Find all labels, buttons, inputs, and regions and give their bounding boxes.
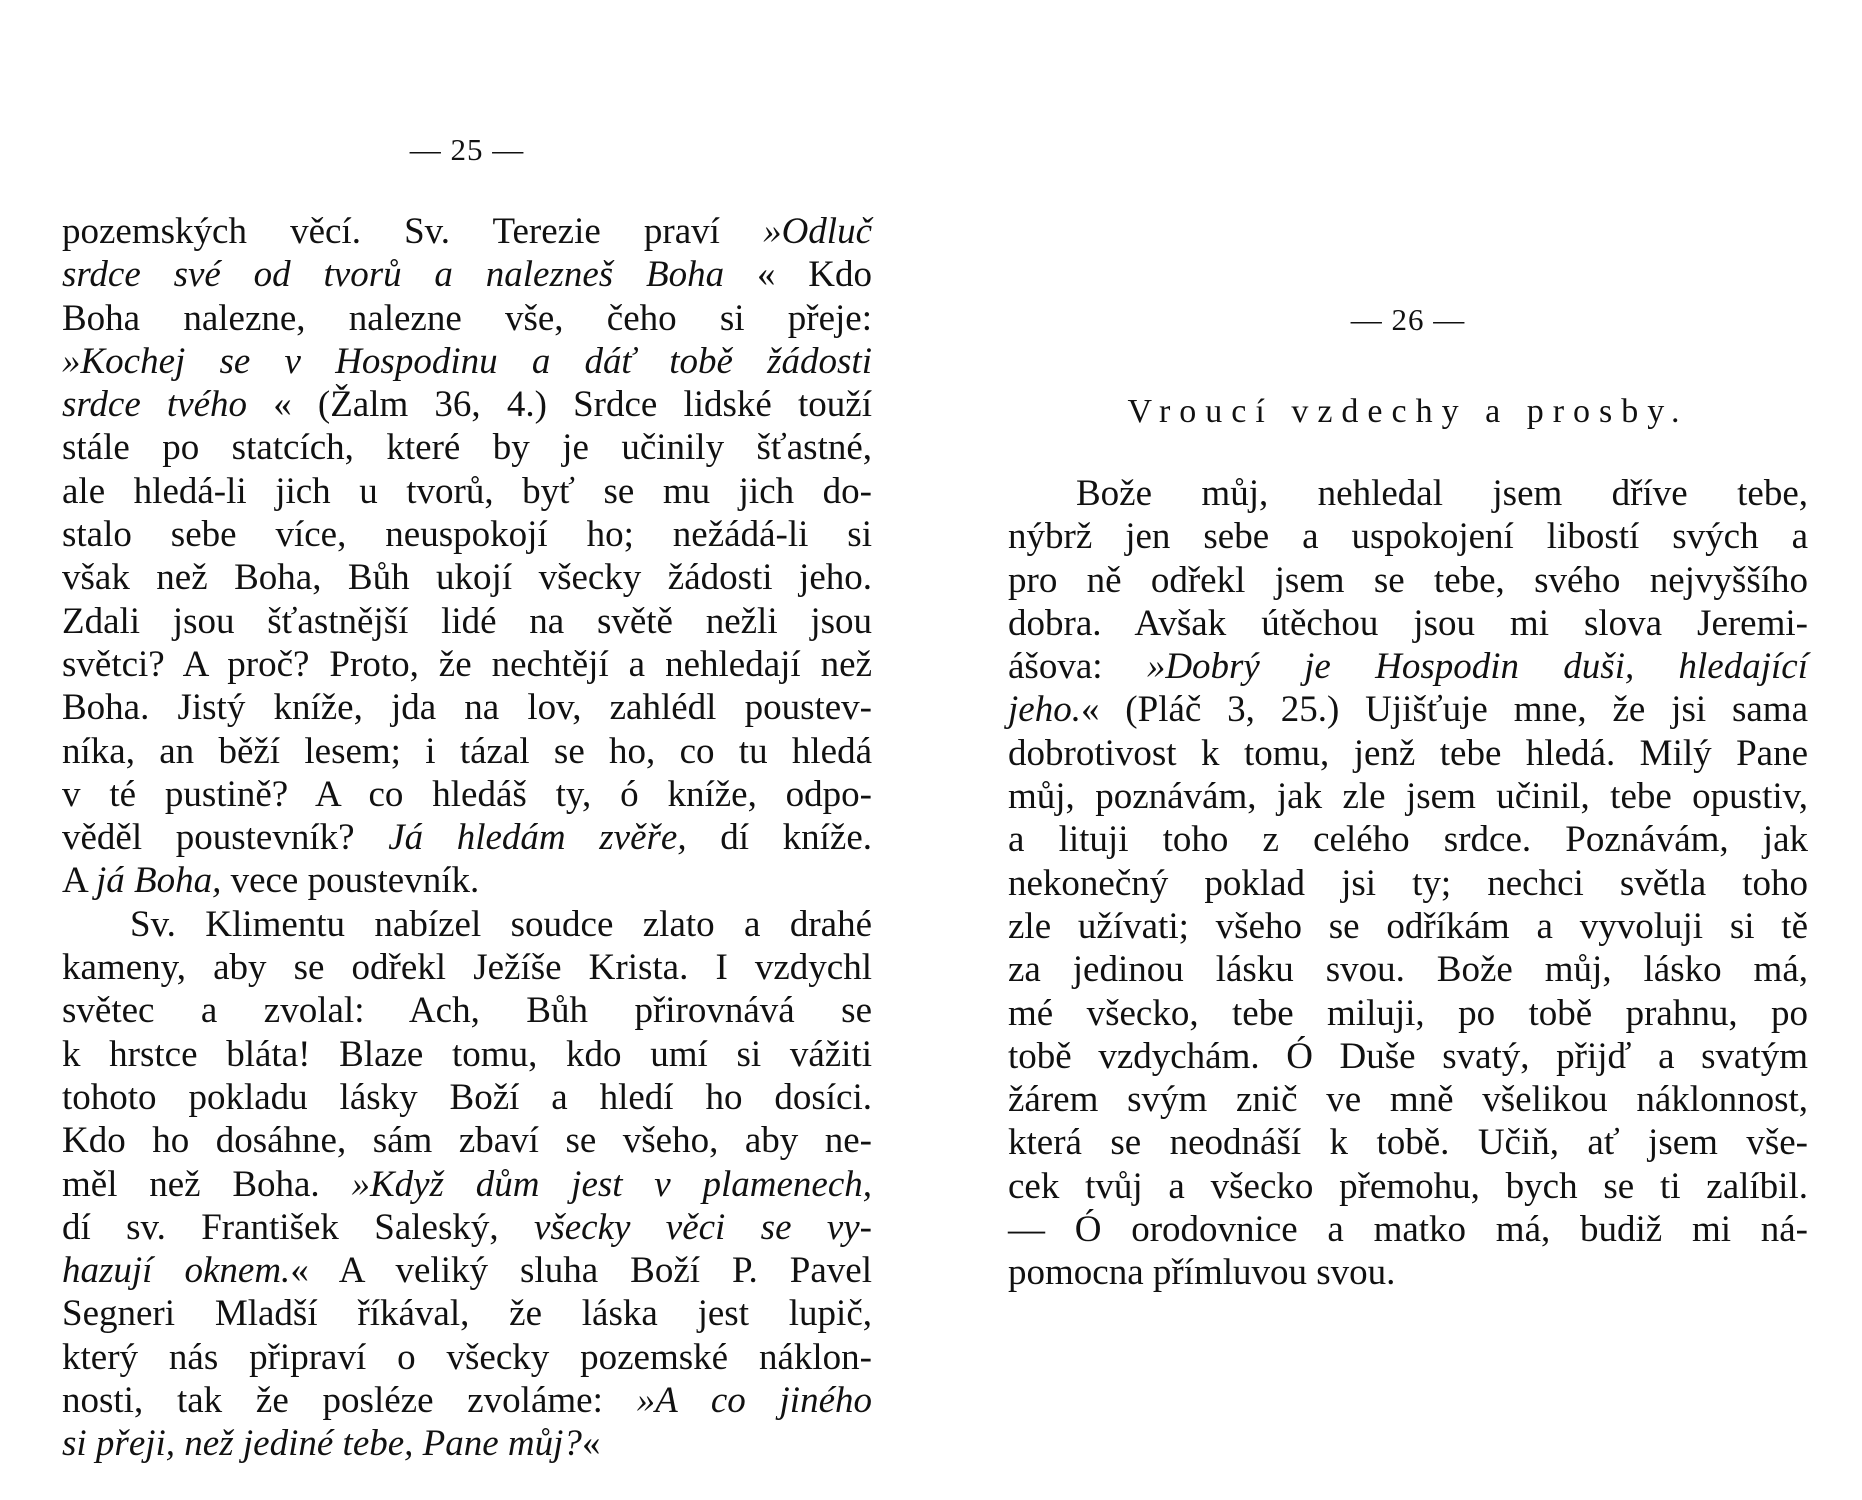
text-run: který nás připraví o všecky pozemské náklon-: [62, 1336, 872, 1378]
text-line: [62, 1336, 872, 1379]
text-line: [62, 946, 872, 989]
text-run: pozemských věcí. Sv. Terezie praví: [62, 211, 764, 252]
text-line: [62, 1422, 872, 1465]
text-run: vece poustevník.: [221, 860, 480, 902]
italic-quote: Já hledám zvěře,: [388, 817, 687, 859]
italic-quote: »Odluč: [763, 211, 872, 252]
italic-quote: »Když dům jest v plamenech,: [351, 1163, 872, 1205]
text-line: [62, 470, 872, 513]
text-run: nekonečný poklad jsi ty; nechci světla toho: [1008, 862, 1808, 904]
text-line: [62, 556, 872, 599]
text-run: žárem svým znič ve mně všelikou náklonnost,: [1008, 1079, 1808, 1121]
text-line: [1008, 905, 1808, 948]
italic-quote: všecky věci se vy-: [533, 1206, 872, 1248]
text-run: Kdo ho dosáhne, sám zbaví se všeho, aby ne-: [62, 1120, 872, 1162]
body-text: [62, 210, 872, 1466]
text-line: [62, 773, 872, 816]
text-line: [1008, 688, 1808, 731]
text-run: za jedinou lásku svou. Bože můj, lásko má,: [1008, 949, 1808, 991]
text-run: věděl poustevník?: [62, 817, 389, 859]
text-line: [62, 989, 872, 1032]
text-line: [1008, 1208, 1808, 1251]
italic-quote: »Kochej se v Hospodinu a dáť tobě žádosti: [62, 340, 872, 382]
text-run: Sv. Klimentu nabízel soudce zlato a drahé: [130, 903, 872, 945]
text-run: A: [62, 860, 96, 902]
text-run: dí sv. František Saleský,: [62, 1206, 534, 1248]
text-line: [1008, 732, 1808, 775]
text-run: « Kdo: [724, 254, 872, 296]
text-run: nosti, tak že posléze zvoláme:: [62, 1380, 637, 1422]
text-run: nýbrž jen sebe a uspokojení libostí svých a: [1008, 516, 1808, 558]
text-line: [1008, 1035, 1808, 1078]
text-run: zle užívati; všeho se odříkám a vyvoluji si tě: [1008, 905, 1808, 947]
text-line: [1008, 1078, 1808, 1121]
italic-quote: srdce své od tvorů a nalezneš Boha: [62, 254, 725, 296]
text-line: [62, 1379, 872, 1422]
text-run: « (Pláč 3, 25.) Ujišťuje mne, že jsi sama: [1080, 689, 1808, 731]
text-line: [62, 816, 872, 859]
body-text: [1008, 472, 1808, 1295]
text-run: stále po statcích, které by je učinily šťastné,: [62, 427, 872, 469]
text-line: [62, 1206, 872, 1249]
text-run: kameny, aby se odřekl Ježíše Krista. I vzdychl: [62, 947, 872, 989]
section-title: Vroucí vzdechy a prosby.: [1127, 393, 1689, 430]
text-run: pro ně odřekl jsem se tebe, svého nejvyššího: [1008, 559, 1808, 601]
text-run: a lituji toho z celého srdce. Poznávám, jak: [1008, 819, 1808, 861]
text-run: Segneri Mladší říkával, že láska jest lupič,: [62, 1293, 872, 1335]
italic-quote: »Dobrý je Hospodin duši, hledající: [1146, 646, 1808, 688]
italic-quote: srdce tvého: [62, 384, 248, 426]
text-line: [62, 426, 872, 469]
text-run: Zdali jsou šťastnější lidé na světě nežli jsou: [62, 600, 872, 642]
text-line: [1008, 992, 1808, 1035]
text-line: [62, 1119, 872, 1162]
text-run: Bože můj, nehledal jsem dříve tebe,: [1076, 473, 1808, 514]
italic-quote: si přeji, než jediné tebe, Pane můj?: [62, 1423, 582, 1465]
text-run: světci? A proč? Proto, že nechtějí a nehledají než: [62, 643, 872, 685]
text-line: [62, 253, 872, 296]
text-line: [62, 859, 872, 902]
text-line: [62, 600, 872, 643]
text-run: k hrstce bláta! Blaze tomu, kdo umí si vážiti: [62, 1033, 872, 1075]
text-line: [1008, 602, 1808, 645]
text-line: [62, 643, 872, 686]
text-line: [62, 210, 872, 253]
text-run: ale hledá-li jich u tvorů, byť se mu jich do-: [62, 470, 872, 512]
text-line: [1008, 1121, 1808, 1164]
text-run: tohoto pokladu lásky Boží a hledí ho dosíci.: [62, 1076, 872, 1118]
text-line: [62, 383, 872, 426]
italic-quote: »A co jiného: [636, 1380, 872, 1422]
text-run: Boha. Jistý kníže, jda na lov, zahlédl poustev-: [62, 687, 872, 729]
text-run: «: [581, 1423, 601, 1465]
text-line: [62, 1292, 872, 1335]
page-number: — 26 —: [1350, 302, 1466, 337]
text-run: « A veliký sluha Boží P. Pavel: [290, 1250, 873, 1292]
italic-quote: hazují oknem.: [62, 1250, 291, 1292]
text-run: tobě vzdychám. Ó Duše svatý, přijď a svatým: [1008, 1035, 1808, 1077]
text-run: světec a zvolal: Ach, Bůh přirovnává se: [62, 990, 872, 1032]
text-line: [62, 1163, 872, 1206]
text-line: [62, 297, 872, 340]
text-run: měl než Boha.: [62, 1163, 352, 1205]
text-line: [1008, 515, 1808, 558]
text-run: v té pustině? A co hledáš ty, ó kníže, odpo-: [62, 773, 872, 815]
text-line: [62, 686, 872, 729]
text-run: stalo sebe více, neuspokojí ho; nežádá-li si: [62, 514, 872, 556]
text-line: [1008, 775, 1808, 818]
text-line: [62, 513, 872, 556]
text-line: [62, 1249, 872, 1292]
italic-quote: jeho.: [1008, 689, 1081, 731]
text-line: [1008, 472, 1808, 515]
text-line: [62, 730, 872, 773]
text-run: Boha nalezne, nalezne vše, čeho si přeje:: [62, 297, 872, 339]
text-run: však než Boha, Bůh ukojí všecky žádosti jeho.: [62, 557, 872, 599]
text-run: « (Žalm 36, 4.) Srdce lidské touží: [247, 384, 872, 426]
text-line: [62, 1076, 872, 1119]
text-line: [1008, 818, 1808, 861]
text-line: [62, 340, 872, 383]
text-line: [1008, 1251, 1808, 1294]
text-line: [1008, 1165, 1808, 1208]
text-run: která se neodnáší k tobě. Učiň, ať jsem vše-: [1008, 1122, 1808, 1164]
text-run: níka, an běží lesem; i tázal se ho, co tu hledá: [62, 730, 872, 772]
text-line: [1008, 948, 1808, 991]
text-line: [1008, 559, 1808, 602]
page-number: — 25 —: [409, 132, 525, 167]
text-run: mé všecko, tebe miluji, po tobě prahnu, po: [1008, 992, 1808, 1034]
text-run: můj, poznávám, jak zle jsem učinil, tebe opustiv,: [1008, 776, 1808, 818]
text-line: [62, 903, 872, 946]
text-run: — Ó orodovnice a matko má, budiž mi ná-: [1008, 1209, 1808, 1251]
italic-quote: já Boha,: [95, 860, 222, 902]
text-run: ášova:: [1008, 646, 1147, 688]
text-run: pomocna přímluvou svou.: [1008, 1252, 1396, 1294]
text-line: [1008, 862, 1808, 905]
text-run: dobra. Avšak útěchou jsou mi slova Jeremi-: [1008, 602, 1808, 644]
text-line: [1008, 645, 1808, 688]
text-run: cek tvůj a všecko přemohu, bych se ti zalíbil.: [1008, 1165, 1808, 1207]
text-line: [62, 1033, 872, 1076]
text-run: dobrotivost k tomu, jenž tebe hledá. Milý Pane: [1008, 732, 1808, 774]
text-run: dí kníže.: [686, 817, 872, 859]
